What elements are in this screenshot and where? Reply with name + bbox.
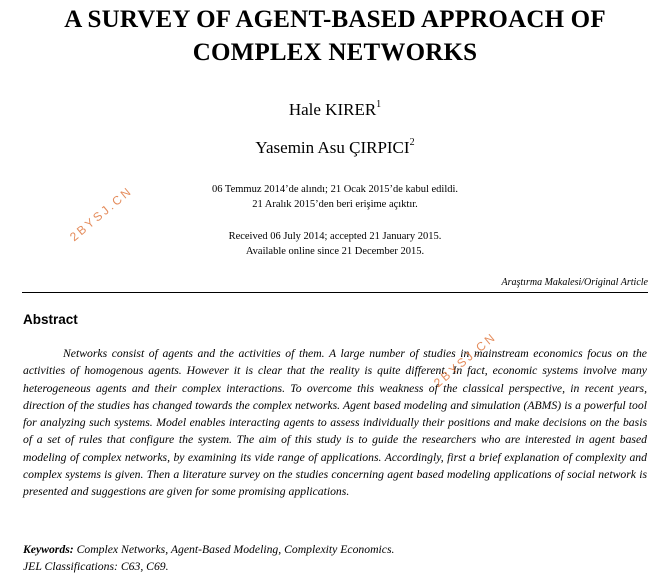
keywords-line	[23, 541, 647, 558]
author-2	[0, 133, 670, 158]
author-2-affiliation: 2	[409, 137, 415, 148]
keywords-value: Complex Networks, Agent-Based Modeling, Complexity Economics.	[73, 543, 395, 556]
author-1-affiliation: 1	[376, 99, 382, 110]
keywords-label: Keywords:	[23, 543, 74, 556]
paper-title-line-1: A SURVEY OF AGENT-BASED APPROACH OF	[64, 6, 606, 33]
abstract-body	[23, 345, 647, 501]
author-1	[0, 95, 670, 120]
online-date-turkish: 21 Aralık 2015’den beri erişime açıktır.	[252, 199, 418, 210]
received-date-english: Received 06 July 2014; accepted 21 January 2015.	[228, 231, 442, 242]
jel-classifications: JEL Classifications: C63, C69.	[23, 560, 169, 573]
author-1-name: Hale KIRER	[288, 100, 377, 119]
watermark-left: 2BYSJ.CN	[67, 183, 136, 244]
article-type-label: Araştırma Makalesi/Original Article	[501, 277, 648, 288]
abstract-heading: Abstract	[23, 312, 78, 327]
author-2-name: Yasemin Asu ÇIRPICI	[255, 138, 410, 157]
abstract-paragraph: Networks consist of agents and the activities of them. A large number of studies in mainstream economics focus on the activities of homogenous agents. However it is clear that the reality is quite different. In fact, economic systems involve many heterogeneous agents and their complex interactions. To overcome this weakness of the classical perspective, in recent years, direction of the studies has changed towards the complex networks. Agent based modeling and simulation (ABMS) is a powerful tool for analyzing such systems. Model enables interacting agents to assess individually their positions and make decisions on the basis of a set of rules that configure the system. The aim of this study is to guide the researchers who are interested in agent based modeling of complex networks, by examining its vide range of applications. Accordingly, first a brief explanation of complexity and complex systems is given. Then a literature survey on the studies concerning agent based modeling applications of social network is presented and suggestions are given for some promising applications.	[23, 347, 647, 499]
header-divider	[22, 292, 648, 293]
received-date-turkish: 06 Temmuz 2014’de alındı; 21 Ocak 2015’de kabul edildi.	[211, 184, 459, 195]
watermark-right: 2BYSJ.CN	[431, 329, 500, 390]
online-date-english: Available online since 21 December 2015.	[245, 246, 425, 257]
paper-title-line-2: COMPLEX NETWORKS	[192, 39, 478, 66]
